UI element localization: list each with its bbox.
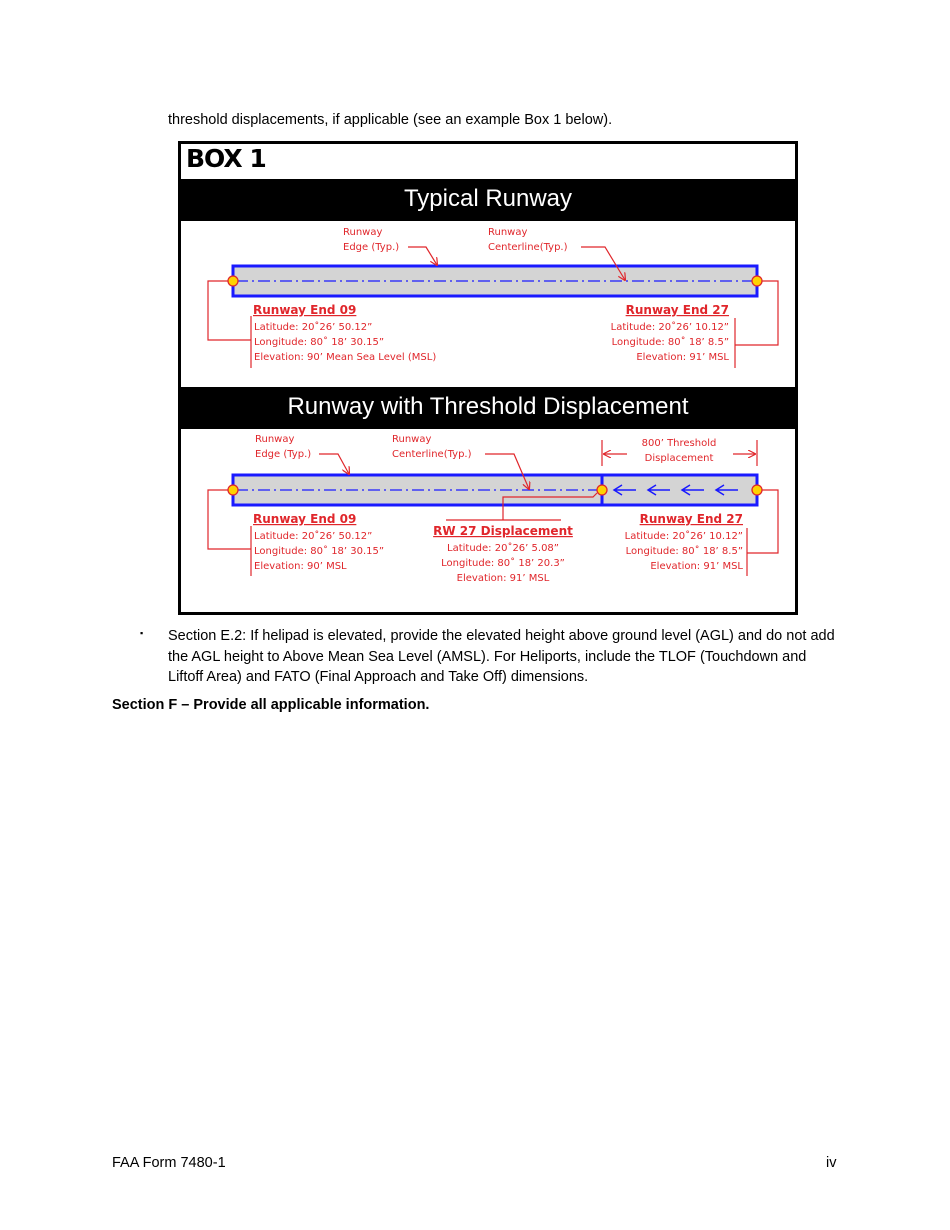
typical-runway — [208, 227, 778, 368]
displaced-edge-arrow — [319, 454, 349, 474]
threshold-label-2: Displacement — [644, 453, 714, 464]
box-title: BOX 1 — [186, 144, 266, 173]
typical-end09-lat: Latitude: 20˚26’ 50.12” — [254, 322, 373, 333]
displaced-end09-lat: Latitude: 20˚26’ 50.12” — [254, 531, 373, 542]
rw27-displacement-elev: Elevation: 91’ MSL — [456, 573, 550, 584]
displaced-end09-marker — [228, 485, 238, 495]
typical-centerline-label-2: Centerline(Typ.) — [488, 242, 568, 253]
typical-end27-elev: Elevation: 91’ MSL — [636, 352, 729, 363]
displaced-end27-elev: Elevation: 91’ MSL — [650, 561, 743, 572]
footer-form-name: FAA Form 7480-1 — [112, 1155, 226, 1171]
rw27-displacement-lat: Latitude: 20˚26’ 5.08” — [447, 543, 559, 554]
typical-end09-marker — [228, 276, 238, 286]
typical-edge-label-1: Runway — [343, 227, 383, 238]
typical-end27-lon: Longitude: 80˚ 18’ 8.5” — [611, 337, 729, 348]
displaced-end09-elev: Elevation: 90’ MSL — [254, 561, 347, 572]
threshold-label-1: 800’ Threshold — [641, 438, 717, 449]
threshold-displacement-band: Runway with Threshold Displacement — [181, 387, 795, 429]
typical-end09-lon: Longitude: 80˚ 18’ 30.15” — [254, 337, 385, 348]
displaced-edge-label-2: Edge (Typ.) — [255, 449, 312, 460]
displaced-end27-marker — [752, 485, 762, 495]
runway-diagram — [181, 144, 795, 612]
displaced-end27-title: Runway End 27 — [639, 512, 743, 526]
displaced-end09-title: Runway End 09 — [253, 512, 357, 526]
typical-end27-lat: Latitude: 20˚26’ 10.12” — [610, 322, 729, 333]
rw27-displacement-lon: Longitude: 80˚ 18’ 20.3” — [441, 558, 565, 569]
displaced-end27-lon: Longitude: 80˚ 18’ 8.5” — [625, 546, 743, 557]
intro-text: threshold displacements, if applicable (see an example Box 1 below). — [168, 112, 613, 128]
displacement-marker — [597, 485, 607, 495]
typical-end27-marker — [752, 276, 762, 286]
typical-runway-band: Typical Runway — [181, 179, 795, 221]
displaced-centerline-label-2: Centerline(Typ.) — [392, 449, 472, 460]
section-f-heading: Section F – Provide all applicable information. — [112, 697, 430, 713]
footer-page-number: iv — [826, 1155, 837, 1171]
typical-edge-arrow — [408, 247, 437, 265]
displaced-centerline-label-1: Runway — [392, 434, 432, 445]
typical-centerline-label-1: Runway — [488, 227, 528, 238]
displaced-runway — [208, 434, 778, 584]
displaced-edge-label-1: Runway — [255, 434, 295, 445]
section-e2-bullet: Section E.2: If helipad is elevated, provide the elevated height above ground level (AGL) and do not add the AGL height to Above Mean Sea Level (AMSL). For Heliports, include the TLOF (Touchdown and Liftoff Area) and FATO (Final Approach and Take Off) dimensions. — [168, 628, 835, 685]
typical-end27-title: Runway End 27 — [625, 303, 729, 317]
typical-end09-elev: Elevation: 90’ Mean Sea Level (MSL) — [254, 352, 437, 363]
bullet-marker: ▪ — [140, 628, 144, 638]
displaced-end27-lat: Latitude: 20˚26’ 10.12” — [624, 531, 743, 542]
box-1 — [178, 141, 798, 615]
typical-edge-label-2: Edge (Typ.) — [343, 242, 400, 253]
displaced-end09-lon: Longitude: 80˚ 18’ 30.15” — [254, 546, 385, 557]
typical-end09-title: Runway End 09 — [253, 303, 357, 317]
rw27-displacement-title: RW 27 Displacement — [433, 524, 573, 538]
